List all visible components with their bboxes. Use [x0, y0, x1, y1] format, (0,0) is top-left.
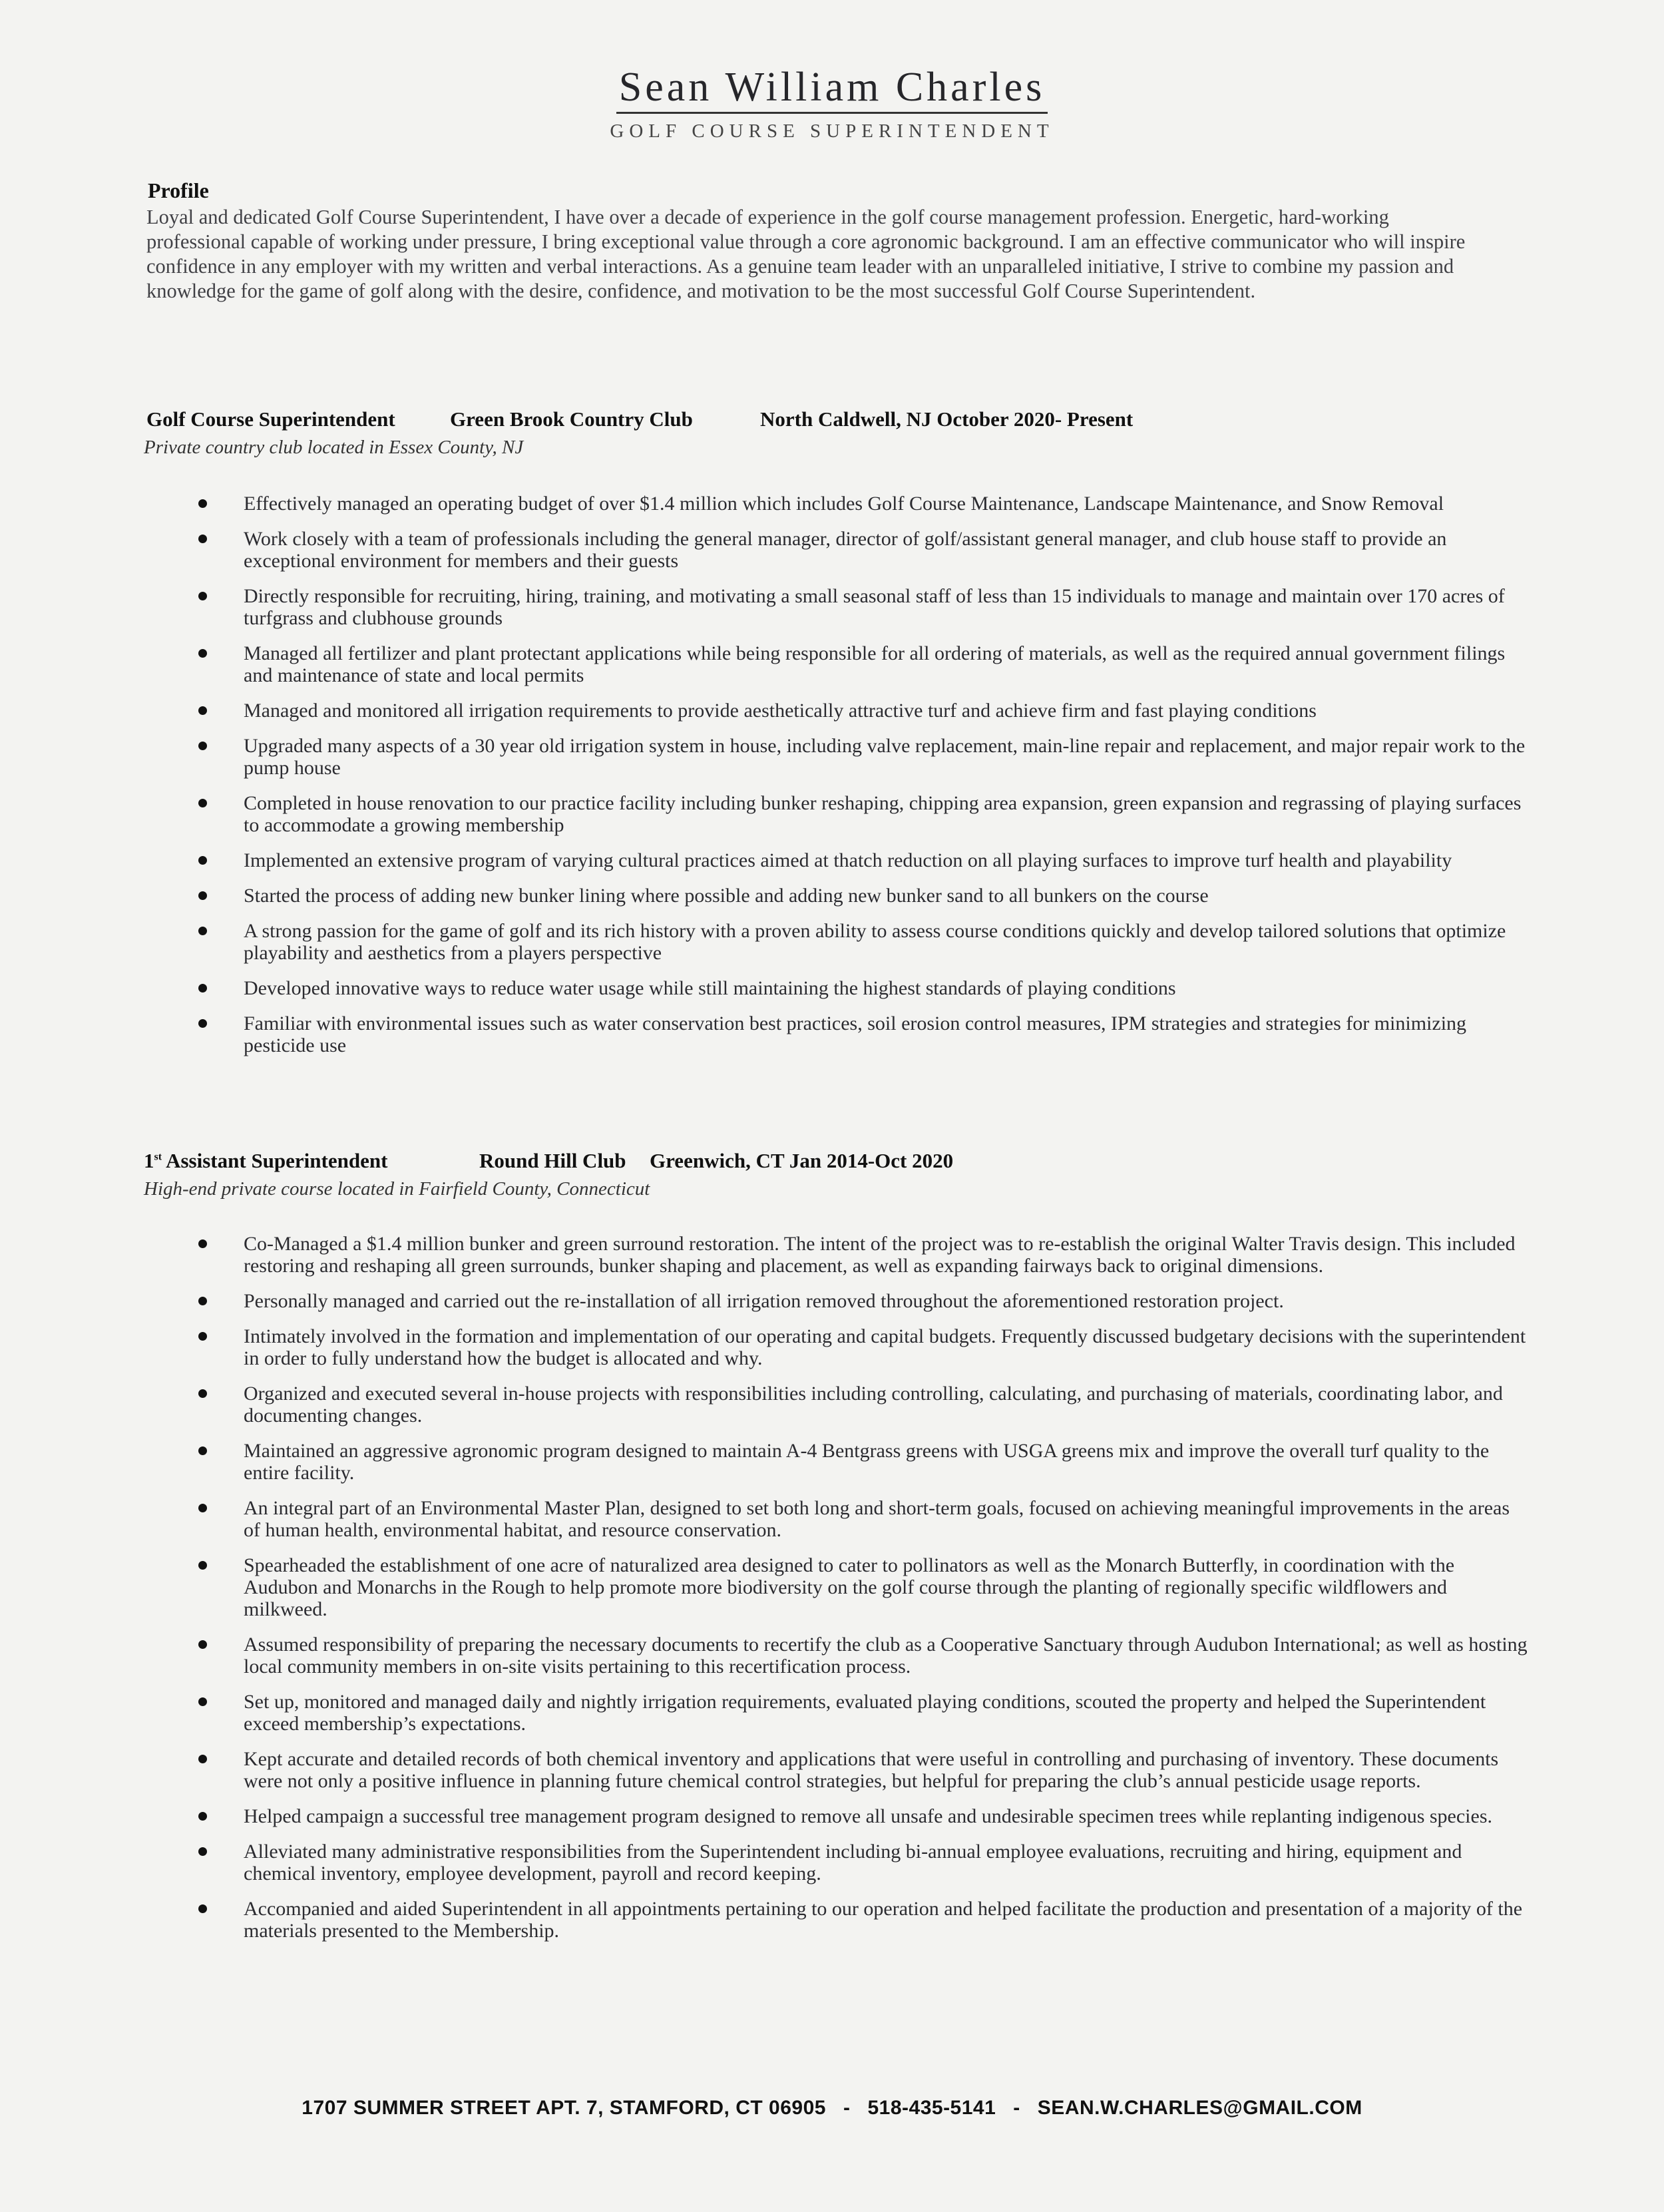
job-location-dates: North Caldwell, NJ October 2020- Present — [760, 407, 1134, 431]
job-entry — [144, 1149, 1528, 1942]
bullet-text: Accompanied and aided Superintendent in all appointments pertaining to our operation and helped facilitate the production and presentation of a majority of the materials presented to the Membership. — [244, 1898, 1523, 1942]
bullet-text: Upgraded many aspects of a 30 year old irrigation system in house, including valve replacement, main-line repair and replacement, and major repair work to the pump house — [244, 735, 1526, 779]
contact-address: 1707 SUMMER STREET APT. 7, STAMFORD, CT 06905 — [302, 2097, 826, 2119]
applicant-title: GOLF COURSE SUPERINTENDENT — [610, 120, 1054, 142]
bullet-item — [144, 1554, 1528, 1620]
bullet-dot-icon — [198, 1019, 207, 1028]
job-position — [144, 1149, 387, 1173]
contact-phone: 518-435-5141 — [867, 2097, 996, 2119]
bullet-item — [144, 528, 1528, 572]
bullet-dot-icon — [198, 649, 207, 658]
bullet-dot-icon — [198, 1904, 207, 1913]
bullet-item — [144, 1383, 1528, 1427]
bullet-item — [144, 1805, 1528, 1827]
bullet-item — [144, 1290, 1528, 1312]
bullet-dot-icon — [198, 1504, 207, 1512]
bullet-item — [144, 700, 1528, 722]
bullet-text: Implemented an extensive program of varying cultural practices aimed at thatch reduction on all playing surfaces to improve turf health and playability — [244, 849, 1452, 871]
bullet-item — [144, 792, 1528, 836]
job-employer: Green Brook Country Club — [450, 407, 693, 431]
bullet-text: Maintained an aggressive agronomic program designed to maintain A-4 Bentgrass greens with USGA greens mix and improve the overall turf quality to the entire facility. — [244, 1440, 1490, 1484]
bullet-item — [144, 1497, 1528, 1541]
job-position-number: 1 — [144, 1149, 154, 1172]
bullet-text: Kept accurate and detailed records of both chemical inventory and applications that were useful in controlling and purchasing of inventory. These documents were not only a positive influence in planning future chemical control strategies, but helpful for preparing the club’s annual pesticide usage reports. — [244, 1748, 1499, 1792]
contact-footer — [0, 2097, 1664, 2119]
job-header — [144, 1149, 1528, 1176]
bullet-text: Spearheaded the establishment of one acre of naturalized area designed to cater to pollinators as well as the Monarch Butterfly, in coordination with the Audubon and Monarchs in the Rough to help promote more biodiversity on the golf course through the planting of regionally specific wildflowers and milkweed. — [244, 1554, 1455, 1620]
bullet-item — [144, 585, 1528, 629]
job-description: High-end private course located in Fairfield County, Connecticut — [144, 1178, 650, 1200]
job-header — [144, 407, 1528, 434]
job-location-dates: Greenwich, CT Jan 2014-Oct 2020 — [650, 1149, 954, 1172]
bullet-item — [144, 1748, 1528, 1792]
bullet-text: Developed innovative ways to reduce water usage while still maintaining the highest standards of playing conditions — [244, 977, 1176, 999]
job-position-title: Assistant Superintendent — [166, 1149, 388, 1172]
bullet-dot-icon — [198, 1697, 207, 1706]
bullet-text: Managed and monitored all irrigation requirements to provide aesthetically attractive turf and achieve firm and fast playing conditions — [244, 700, 1317, 722]
bullet-dot-icon — [198, 1389, 207, 1398]
bullet-item — [144, 1841, 1528, 1884]
bullet-dot-icon — [198, 1812, 207, 1821]
bullet-item — [144, 849, 1528, 871]
profile-text: Loyal and dedicated Golf Course Superintendent, I have over a decade of experience in the golf course management profession. Energetic, hard-working professional capable of working under pressure, I bring exceptional value through a core agronomic background. I am an effective communicator who will inspire confidence in any employer with my written and verbal interactions. As a genuine team leader with an unparalleled initiative, I strive to combine my passion and knowledge for the game of golf along with the desire, confidence, and motivation to be the most successful Golf Course Superintendent. — [146, 206, 1466, 302]
bullet-dot-icon — [198, 742, 207, 750]
bullet-dot-icon — [198, 1446, 207, 1455]
bullet-text: Assumed responsibility of preparing the necessary documents to recertify the club as a Cooperative Sanctuary through Audubon International; as well as hosting local community members in on-site visits pertaining to this recertification process. — [244, 1634, 1528, 1677]
bullet-item — [144, 1012, 1528, 1056]
bullet-text: An integral part of an Environmental Master Plan, designed to set both long and short-term goals, focused on achieving meaningful improvements in the areas of human health, environmental habitat, and resource conservation. — [244, 1497, 1510, 1541]
bullet-text: Completed in house renovation to our practice facility including bunker reshaping, chipping area expansion, green expansion and regrassing of playing surfaces to accommodate a growing membership — [244, 792, 1522, 836]
bullet-item — [144, 977, 1528, 999]
bullet-item — [144, 1634, 1528, 1677]
bullet-dot-icon — [198, 1640, 207, 1649]
bullet-text: Organized and executed several in-house projects with responsibilities including controlling, calculating, and purchasing of materials, coordinating labor, and documenting changes. — [244, 1383, 1503, 1427]
bullet-dot-icon — [198, 927, 207, 935]
bullet-text: Alleviated many administrative responsibilities from the Superintendent including bi-annual employee evaluations, recruiting and hiring, equipment and chemical inventory, employee development, payroll and record keeping. — [244, 1841, 1462, 1884]
bullet-dot-icon — [198, 984, 207, 993]
bullet-item — [144, 735, 1528, 779]
bullet-text: Personally managed and carried out the re-installation of all irrigation removed throughout the aforementioned restoration project. — [244, 1290, 1284, 1312]
bullet-dot-icon — [198, 1239, 207, 1248]
bullet-dot-icon — [198, 592, 207, 600]
resume-header — [0, 64, 1664, 142]
bullet-item — [144, 1325, 1528, 1369]
bullet-dot-icon — [198, 1755, 207, 1763]
footer-separator: - — [1013, 2097, 1020, 2119]
bullet-dot-icon — [198, 1332, 207, 1341]
bullet-text: Co-Managed a $1.4 million bunker and green surround restoration. The intent of the project was to re-establish the original Walter Travis design. This included restoring and reshaping all green surrounds, bunker shaping and placement, as well as expanding fairways back to original dimensions. — [244, 1233, 1516, 1277]
bullet-text: Familiar with environmental issues such as water conservation best practices, soil erosion control measures, IPM strategies and strategies for minimizing pesticide use — [244, 1012, 1467, 1056]
bullet-item — [144, 885, 1528, 907]
bullet-item — [144, 1233, 1528, 1277]
bullet-item — [144, 493, 1528, 515]
bullet-item — [144, 642, 1528, 686]
job-entry — [144, 407, 1528, 1056]
bullet-text: A strong passion for the game of golf and its rich history with a proven ability to assess course conditions quickly and develop tailored solutions that optimize playability and aesthetics from a players perspective — [244, 920, 1506, 964]
bullet-text: Directly responsible for recruiting, hiring, training, and motivating a small seasonal staff of less than 15 individuals to manage and maintain over 170 acres of turfgrass and clubhouse grounds — [244, 585, 1505, 629]
applicant-name: Sean William Charles — [616, 64, 1048, 114]
bullet-item — [144, 920, 1528, 964]
bullet-text: Helped campaign a successful tree management program designed to remove all unsafe and undesirable specimen trees while replanting indigenous species. — [244, 1805, 1493, 1827]
bullet-dot-icon — [198, 499, 207, 508]
bullet-text: Set up, monitored and managed daily and nightly irrigation requirements, evaluated playing conditions, scouted the property and helped the Superintendent exceed membership’s expectations. — [244, 1691, 1486, 1735]
job-description: Private country club located in Essex County, NJ — [144, 437, 524, 458]
bullet-dot-icon — [198, 1847, 207, 1856]
bullet-text: Managed all fertilizer and plant protectant applications while being responsible for all ordering of materials, as well as the required annual government filings and maintenance of state and local permits — [244, 642, 1506, 686]
bullet-dot-icon — [198, 1297, 207, 1305]
bullet-dot-icon — [198, 856, 207, 865]
profile-heading: Profile — [148, 178, 209, 202]
bullet-dot-icon — [198, 1561, 207, 1570]
contact-email: SEAN.W.CHARLES@GMAIL.COM — [1037, 2097, 1362, 2119]
bullet-dot-icon — [198, 706, 207, 715]
bullet-dot-icon — [198, 799, 207, 807]
bullet-text: Intimately involved in the formation and implementation of our operating and capital budgets. Frequently discussed budgetary decisions with the superintendent in order to fully understand how the budget is allocated and why. — [244, 1325, 1526, 1369]
bullet-item — [144, 1691, 1528, 1735]
bullet-text: Effectively managed an operating budget of over $1.4 million which includes Golf Course Maintenance, Landscape Maintenance, and Snow Removal — [244, 493, 1444, 515]
bullet-item — [144, 1898, 1528, 1942]
bullet-dot-icon — [198, 535, 207, 543]
bullet-dot-icon — [198, 891, 207, 900]
job-position-ordinal: st — [154, 1151, 162, 1163]
footer-separator: - — [843, 2097, 851, 2119]
job-position: Golf Course Superintendent — [146, 407, 395, 431]
job-employer: Round Hill Club — [479, 1149, 626, 1172]
job-bullet-list — [144, 1233, 1528, 1955]
bullet-text: Started the process of adding new bunker lining where possible and adding new bunker sand to all bunkers on the course — [244, 885, 1209, 907]
bullet-text: Work closely with a team of professionals including the general manager, director of golf/assistant general manager, and club house staff to provide an exceptional environment for members and their guests — [244, 528, 1447, 572]
bullet-item — [144, 1440, 1528, 1484]
job-bullet-list — [144, 493, 1528, 1070]
